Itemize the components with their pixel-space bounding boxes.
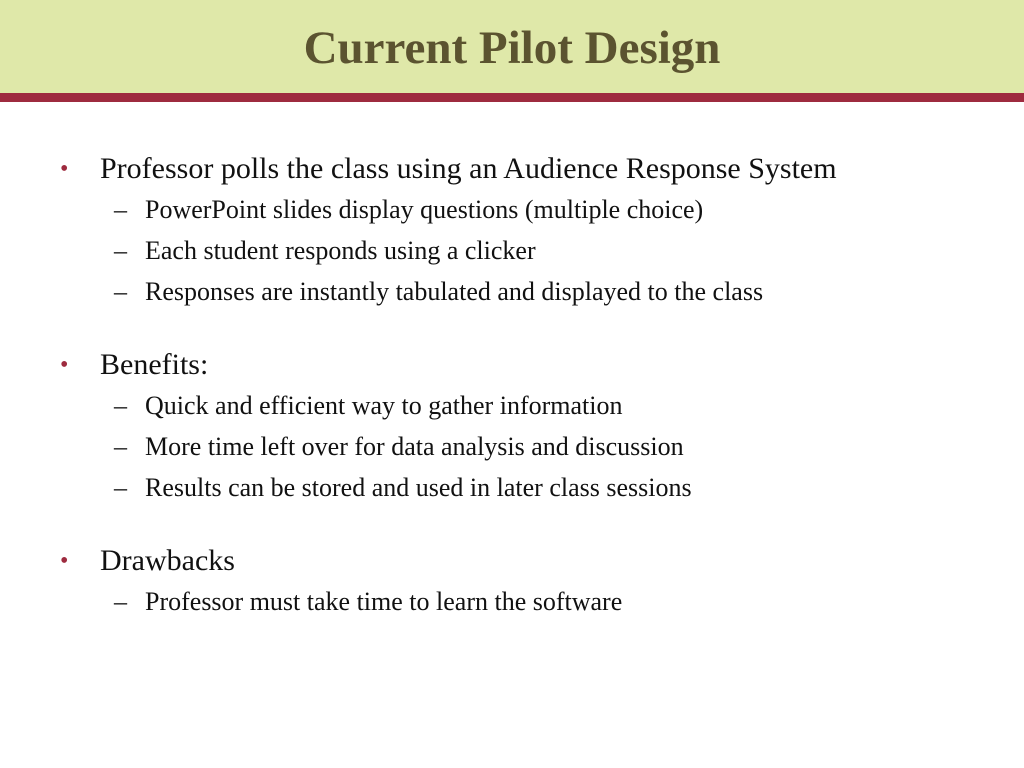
en-dash-icon: – bbox=[114, 432, 127, 461]
en-dash-icon: – bbox=[114, 236, 127, 265]
sub-item bbox=[0, 229, 1024, 270]
sub-item-text: Each student responds using a clicker bbox=[145, 236, 536, 265]
sub-item-text: More time left over for data analysis and discussion bbox=[145, 432, 684, 461]
slide-title: Current Pilot Design bbox=[303, 22, 721, 74]
en-dash-icon: – bbox=[114, 277, 127, 306]
en-dash-icon: – bbox=[114, 391, 127, 420]
bullet-text: Drawbacks bbox=[100, 544, 235, 577]
bullet-dot-icon: • bbox=[60, 548, 69, 574]
title-divider bbox=[0, 93, 1024, 102]
en-dash-icon: – bbox=[114, 195, 127, 224]
sub-item bbox=[0, 188, 1024, 229]
sub-item bbox=[0, 270, 1024, 311]
en-dash-icon: – bbox=[114, 473, 127, 502]
slide-body bbox=[0, 148, 1024, 621]
bullet-dot-icon: • bbox=[60, 352, 69, 378]
bullet-item bbox=[0, 540, 1024, 580]
bullet-item bbox=[0, 344, 1024, 384]
sub-item bbox=[0, 384, 1024, 425]
section-gap bbox=[0, 311, 1024, 344]
sub-item bbox=[0, 580, 1024, 621]
bullet-item bbox=[0, 148, 1024, 188]
bullet-dot-icon: • bbox=[60, 156, 69, 182]
sub-item-text: PowerPoint slides display questions (multiple choice) bbox=[145, 195, 704, 224]
section-gap bbox=[0, 507, 1024, 540]
bullet-text: Benefits: bbox=[100, 348, 209, 381]
sub-item-text: Quick and efficient way to gather information bbox=[145, 391, 623, 420]
sub-item bbox=[0, 466, 1024, 507]
sub-item-text: Responses are instantly tabulated and displayed to the class bbox=[145, 277, 764, 306]
sub-item-text: Results can be stored and used in later class sessions bbox=[145, 473, 692, 502]
bullet-text: Professor polls the class using an Audience Response System bbox=[100, 152, 837, 185]
sub-item-text: Professor must take time to learn the software bbox=[145, 587, 623, 616]
sub-item bbox=[0, 425, 1024, 466]
en-dash-icon: – bbox=[114, 587, 127, 616]
